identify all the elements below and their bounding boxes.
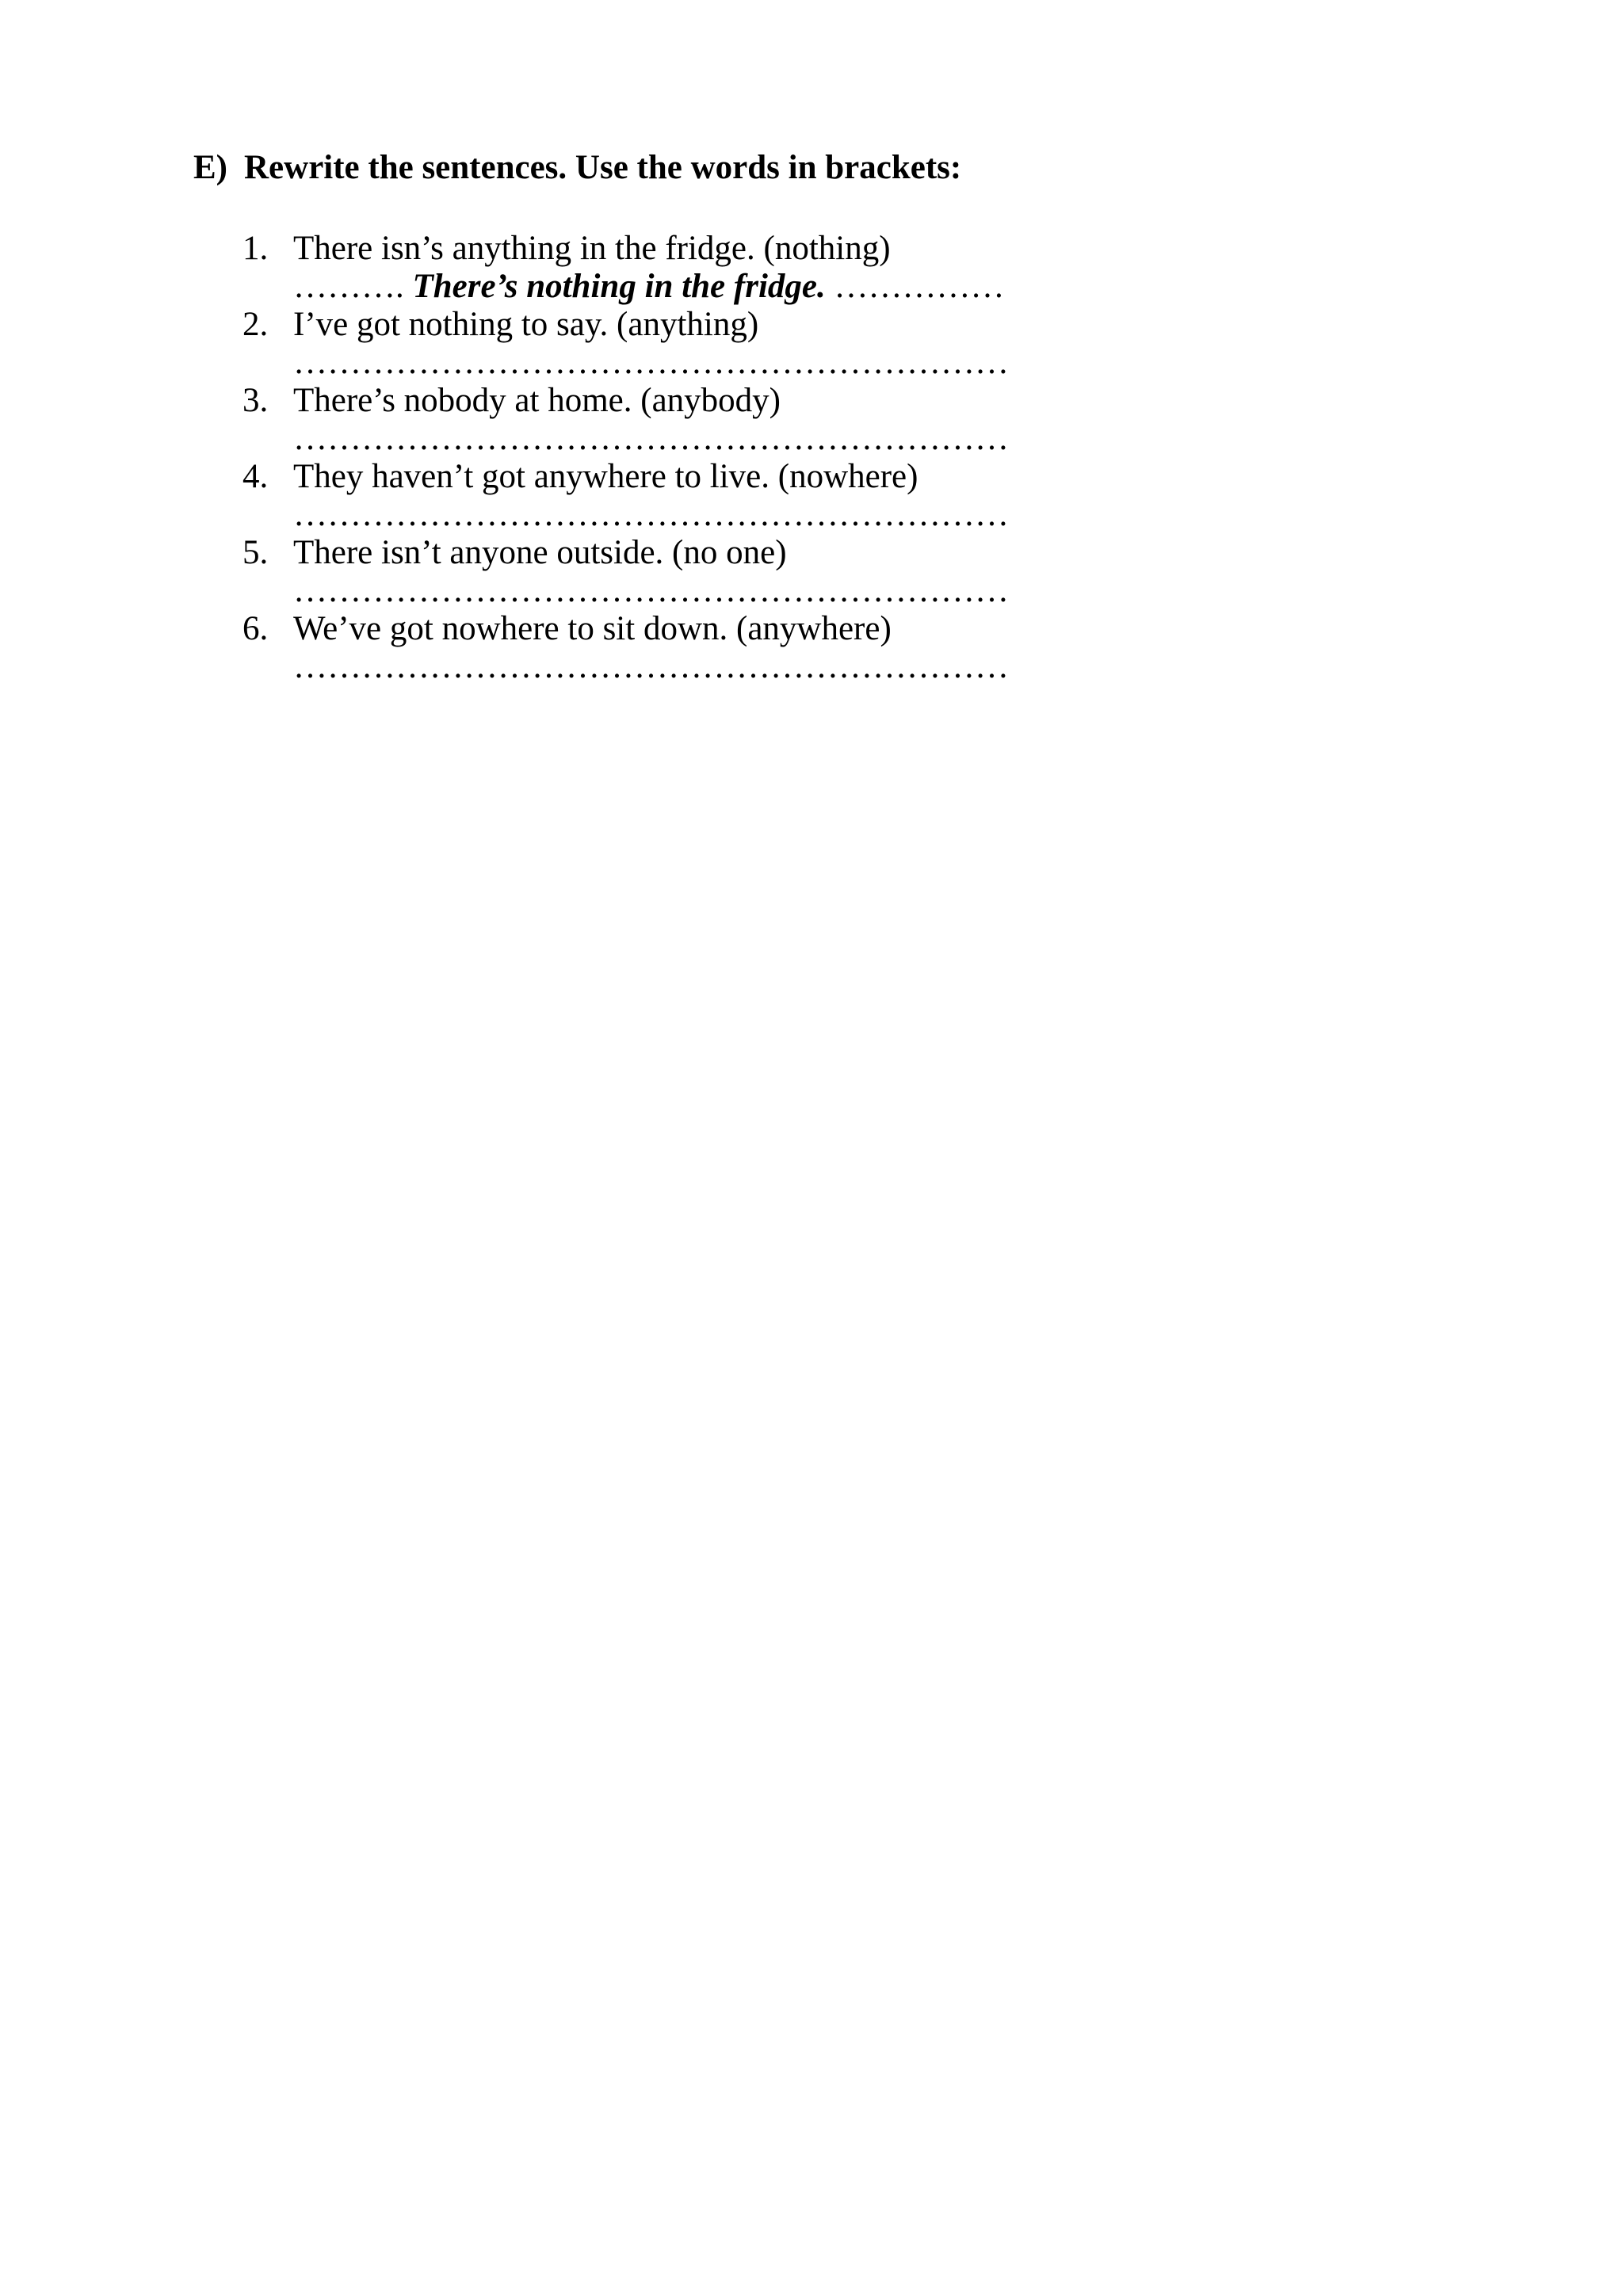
item-sentence: There’s nobody at home. (anybody) — [293, 382, 781, 419]
list-item — [242, 610, 1009, 686]
section-letter: E) — [193, 149, 227, 186]
section-instruction: Rewrite the sentences. Use the words in brackets: — [244, 149, 962, 186]
item-number: 1. — [242, 230, 269, 267]
item-sentence: We’ve got nowhere to sit down. (anywhere) — [293, 610, 892, 647]
answer-blank[interactable]: ……………………………………………………… — [293, 572, 1009, 609]
exercise-list — [242, 230, 1009, 686]
item-sentence: I’ve got nothing to say. (anything) — [293, 306, 759, 343]
list-item — [242, 382, 1009, 458]
answer-blank[interactable]: ……………………………………………………… — [293, 344, 1009, 381]
answer-suffix-dots: …………… — [825, 268, 1005, 305]
item-number: 4. — [242, 458, 269, 495]
answer-blank[interactable]: ……………………………………………………… — [293, 648, 1009, 685]
item-sentence: There isn’s anything in the fridge. (nothing) — [293, 230, 891, 267]
item-sentence: They haven’t got anywhere to live. (nowhere) — [293, 458, 918, 495]
item-number: 2. — [242, 306, 269, 343]
list-item — [242, 534, 1009, 610]
list-item — [242, 458, 1009, 534]
list-item — [242, 306, 1009, 382]
list-item — [242, 230, 1009, 306]
item-sentence: There isn’t anyone outside. (no one) — [293, 534, 787, 571]
item-number: 6. — [242, 610, 269, 647]
answer-example: There’s nothing in the fridge. — [412, 268, 826, 305]
answer-blank[interactable]: ……………………………………………………… — [293, 496, 1009, 533]
section-heading — [193, 151, 961, 185]
item-number: 3. — [242, 382, 269, 419]
answer-prefix-dots: ………. — [293, 268, 413, 305]
answer-blank[interactable]: ……………………………………………………… — [293, 420, 1009, 457]
answer-line — [293, 268, 1009, 306]
item-number: 5. — [242, 534, 269, 571]
